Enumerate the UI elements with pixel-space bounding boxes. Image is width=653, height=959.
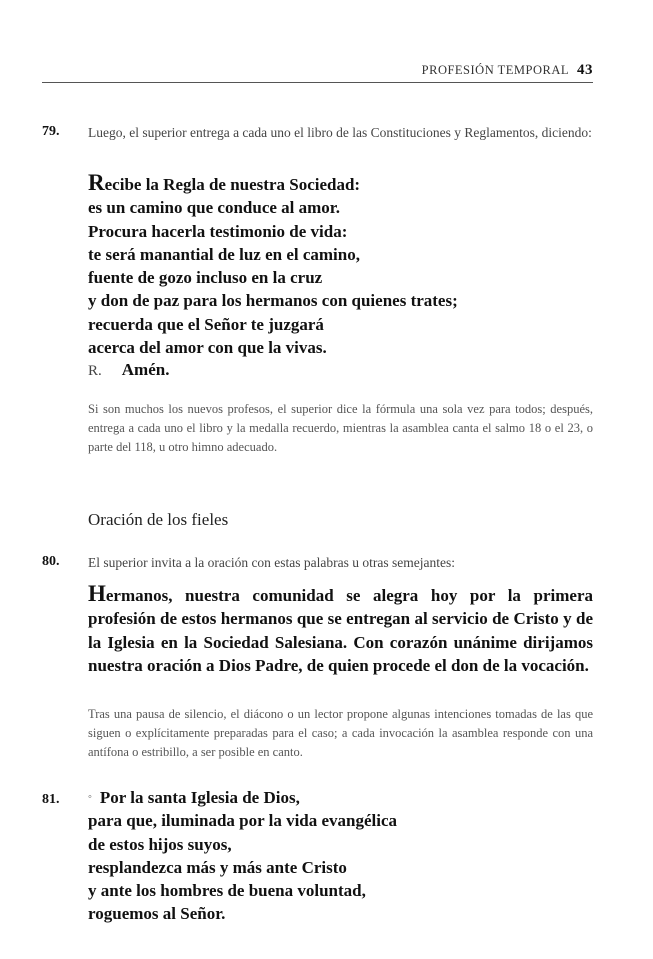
formula-line: acerca del amor con que la vivas. — [88, 338, 327, 358]
invitation-text: ermanos, nuestra comunidad se alegra hoy por la primera profesión de estos hermanos que se entregan al servicio de Cristo y de la Iglesia en la Sociedad Salesiana. Con corazón unánime dirijamos nuestra oración a Dios Padre, de quien procede el don de la vocación. — [88, 586, 593, 675]
formula-line: te será manantial de luz en el camino, — [88, 244, 360, 264]
running-header — [88, 62, 593, 79]
petition-line: roguemos al Señor. — [88, 904, 226, 924]
invitation-block — [88, 582, 593, 677]
petition-line: resplandezca más y más ante Cristo — [88, 857, 347, 877]
formula-line: y don de paz para los hermanos con quienes trates; — [88, 291, 458, 311]
response-symbol: R. — [88, 363, 102, 379]
formula-line: Recibe la Regla de nuestra Sociedad: — [88, 170, 361, 195]
response-amen — [88, 360, 593, 380]
dropcap-h: H — [88, 581, 106, 606]
petition-line: para que, iluminada por la vida evangélica — [88, 811, 398, 831]
petition-line: y ante los hombres de buena voluntad, — [88, 881, 366, 901]
rubric-79: Si son muchos los nuevos profesos, el superior dice la fórmula una sola vez para todos; después, entrega a cada uno el libro y la medalla recuerdo, mientras la asamblea canta el salmo 18 o el 23, o parte del 118, u otro himno adecuado. — [88, 402, 593, 454]
formula-line: fuente de gozo incluso en la cruz — [88, 268, 323, 288]
petition-block — [88, 786, 593, 926]
header-rule — [42, 82, 593, 83]
rubric-80: Tras una pausa de silencio, el diácono o un lector propone algunas intenciones tomadas de las que siguen o explícitamente preparadas para el caso; a cada invocación la asamblea responde con una antífona o estribillo, a ser posible en canto. — [88, 707, 593, 759]
section-number-81: 81. — [42, 792, 60, 807]
formula-line: Procura hacerla testimonio de vida: — [88, 221, 348, 241]
instruction-79: Luego, el superior entrega a cada uno el libro de las Constituciones y Reglamentos, diciendo: — [88, 125, 592, 140]
page-number: 43 — [577, 62, 593, 78]
section-heading: Oración de los fieles — [88, 510, 229, 529]
section-number-80: 80. — [42, 554, 60, 569]
running-title: PROFESIÓN TEMPORAL — [421, 63, 569, 77]
response-text: Amén. — [121, 360, 170, 379]
section-number-79: 79. — [42, 124, 60, 139]
instruction-80: El superior invita a la oración con estas palabras u otras semejantes: — [88, 555, 455, 570]
petition-line: ◦ Por la santa Iglesia de Dios, — [88, 788, 300, 807]
dropcap-r: R — [88, 170, 105, 195]
formula-line: es un camino que conduce al amor. — [88, 198, 341, 218]
formula-line: recuerda que el Señor te juzgará — [88, 314, 324, 334]
petition-line: de estos hijos suyos, — [88, 834, 232, 854]
bullet-icon: ◦ — [88, 791, 92, 803]
formula-block — [88, 171, 593, 359]
